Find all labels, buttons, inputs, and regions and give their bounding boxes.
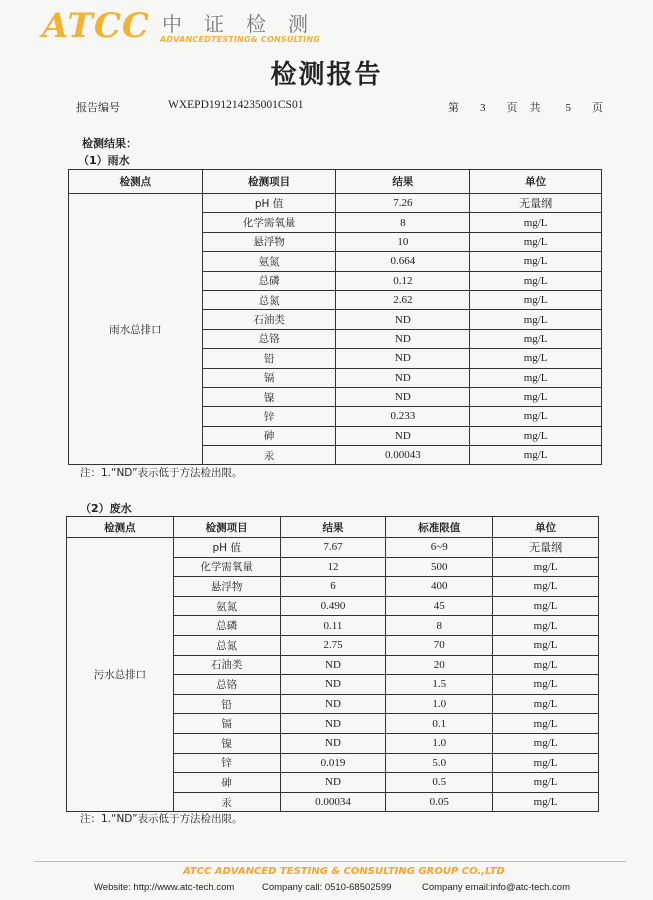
cell-item: 总氮 — [202, 290, 336, 309]
cell-item: 镍 — [202, 387, 336, 406]
footer-divider — [34, 861, 626, 862]
cell-item: 氨氮 — [173, 596, 280, 616]
rainwater-table — [68, 169, 602, 465]
table-row — [69, 194, 602, 213]
logo-atcc: ATCC — [42, 6, 150, 46]
cell-unit: mg/L — [470, 232, 602, 251]
logo-english: ADVANCEDTESTING& CONSULTING — [160, 35, 320, 44]
cell-result: 6 — [280, 577, 386, 597]
cell-unit: mg/L — [470, 349, 602, 368]
cell-result: ND — [280, 733, 386, 753]
header-unit: 单位 — [470, 170, 602, 194]
cell-unit: mg/L — [470, 252, 602, 271]
cell-result: 0.12 — [336, 271, 470, 290]
cell-limit: 0.05 — [386, 792, 493, 812]
cell-unit: mg/L — [493, 655, 599, 675]
cell-unit: mg/L — [493, 557, 599, 577]
header-item: 检测项目 — [202, 170, 336, 194]
cell-unit: mg/L — [493, 714, 599, 734]
cell-item: 砷 — [173, 773, 280, 793]
cell-limit: 0.5 — [386, 773, 493, 793]
cell-item: 镉 — [202, 368, 336, 387]
cell-limit: 1.0 — [386, 694, 493, 714]
header-result: 结果 — [336, 170, 470, 194]
cell-unit: mg/L — [493, 675, 599, 695]
cell-item: 铅 — [202, 349, 336, 368]
wastewater-table — [66, 516, 599, 812]
cell-item: 氨氮 — [202, 252, 336, 271]
cell-item: 石油类 — [202, 310, 336, 329]
footer-phone: Company call: 0510-68502599 — [262, 882, 392, 893]
cell-result: 7.67 — [280, 538, 386, 558]
cell-result: 0.233 — [336, 407, 470, 426]
cell-item: 汞 — [173, 792, 280, 812]
cell-limit: 45 — [386, 596, 493, 616]
cell-item: pH 值 — [173, 538, 280, 558]
cell-item: 化学需氧量 — [173, 557, 280, 577]
cell-result: 2.62 — [336, 290, 470, 309]
cell-item: 石油类 — [173, 655, 280, 675]
cell-result: ND — [336, 368, 470, 387]
cell-unit: mg/L — [470, 446, 602, 465]
results-label: 检测结果： — [82, 137, 137, 150]
cell-result: 0.00034 — [280, 792, 386, 812]
cell-unit: mg/L — [470, 290, 602, 309]
section1-label: （1）雨水 — [78, 154, 130, 167]
cell-result: 0.490 — [280, 596, 386, 616]
page-title: 检测报告 — [270, 60, 383, 90]
cell-unit: mg/L — [493, 577, 599, 597]
header-point: 检测点 — [67, 517, 174, 538]
cell-unit: mg/L — [470, 310, 602, 329]
cell-item: 悬浮物 — [173, 577, 280, 597]
cell-result: 7.26 — [336, 194, 470, 213]
cell-unit: 无量纲 — [470, 194, 602, 213]
cell-result: 10 — [336, 232, 470, 251]
cell-item: 锌 — [173, 753, 280, 773]
footer-website: Website: http://www.atc-tech.com — [94, 882, 235, 893]
company-logo — [42, 6, 342, 46]
cell-unit: mg/L — [470, 387, 602, 406]
sampling-point: 雨水总排口 — [69, 194, 203, 465]
cell-item: 铅 — [173, 694, 280, 714]
cell-item: 镍 — [173, 733, 280, 753]
cell-result: ND — [280, 675, 386, 695]
cell-result: ND — [280, 694, 386, 714]
cell-unit: mg/L — [470, 213, 602, 232]
page-number: 3 — [480, 102, 486, 114]
cell-item: 总磷 — [173, 616, 280, 636]
cell-item: 悬浮物 — [202, 232, 336, 251]
cell-item: 总磷 — [202, 271, 336, 290]
cell-unit: mg/L — [493, 753, 599, 773]
cell-limit: 500 — [386, 557, 493, 577]
cell-result: 12 — [280, 557, 386, 577]
header-unit: 单位 — [493, 517, 599, 538]
cell-item: 化学需氧量 — [202, 213, 336, 232]
cell-item: 锌 — [202, 407, 336, 426]
cell-limit: 70 — [386, 635, 493, 655]
cell-result: ND — [280, 773, 386, 793]
cell-unit: mg/L — [470, 271, 602, 290]
cell-result: ND — [336, 310, 470, 329]
page-word-ye: 页 — [592, 101, 603, 114]
cell-limit: 5.0 — [386, 753, 493, 773]
cell-result: 0.664 — [336, 252, 470, 271]
table-header-row — [69, 170, 602, 194]
cell-result: ND — [336, 349, 470, 368]
cell-item: 总氮 — [173, 635, 280, 655]
cell-limit: 8 — [386, 616, 493, 636]
cell-unit: mg/L — [470, 329, 602, 348]
cell-limit: 1.5 — [386, 675, 493, 695]
cell-unit: mg/L — [493, 616, 599, 636]
cell-unit: mg/L — [493, 596, 599, 616]
cell-unit: mg/L — [470, 407, 602, 426]
cell-item: 砷 — [202, 426, 336, 445]
cell-result: 0.019 — [280, 753, 386, 773]
cell-unit: mg/L — [493, 694, 599, 714]
header-result: 结果 — [280, 517, 386, 538]
cell-item: 汞 — [202, 446, 336, 465]
footer-email: Company email:info@atc-tech.com — [422, 882, 570, 893]
page-total: 5 — [565, 102, 571, 114]
cell-unit: 无量纲 — [493, 538, 599, 558]
page-word-di: 第 — [448, 101, 459, 114]
header-point: 检测点 — [69, 170, 203, 194]
cell-unit: mg/L — [470, 426, 602, 445]
cell-result: 0.11 — [280, 616, 386, 636]
cell-result: ND — [280, 714, 386, 734]
cell-result: ND — [336, 387, 470, 406]
section2-label: （2）废水 — [80, 502, 132, 515]
cell-item: 总铬 — [173, 675, 280, 695]
header-limit: 标准限值 — [386, 517, 493, 538]
cell-item: 总铬 — [202, 329, 336, 348]
cell-limit: 1.0 — [386, 733, 493, 753]
cell-result: ND — [280, 655, 386, 675]
cell-limit: 6~9 — [386, 538, 493, 558]
report-number-label: 报告编号 — [76, 101, 120, 114]
cell-limit: 20 — [386, 655, 493, 675]
cell-result: 8 — [336, 213, 470, 232]
page-word-ye-gong: 页共 — [506, 101, 553, 114]
section2-note: 注：1.“ND”表示低于方法检出限。 — [80, 813, 243, 825]
logo-chinese: 中证检测 — [162, 12, 330, 36]
cell-unit: mg/L — [493, 792, 599, 812]
sampling-point: 污水总排口 — [67, 538, 174, 812]
table-header-row — [67, 517, 599, 538]
footer-brand: ATCC ADVANCED TESTING & CONSULTING GROUP CO.,LTD — [183, 866, 505, 877]
cell-limit: 400 — [386, 577, 493, 597]
section1-note: 注：1.“ND”表示低于方法检出限。 — [80, 467, 243, 479]
cell-unit: mg/L — [493, 733, 599, 753]
cell-item: pH 值 — [202, 194, 336, 213]
header-item: 检测项目 — [173, 517, 280, 538]
cell-result: 0.00043 — [336, 446, 470, 465]
cell-result: 2.75 — [280, 635, 386, 655]
cell-unit: mg/L — [493, 773, 599, 793]
cell-item: 镉 — [173, 714, 280, 734]
cell-unit: mg/L — [470, 368, 602, 387]
table-row — [67, 538, 599, 558]
cell-unit: mg/L — [493, 635, 599, 655]
page-indicator — [448, 99, 603, 115]
cell-limit: 0.1 — [386, 714, 493, 734]
cell-result: ND — [336, 329, 470, 348]
cell-result: ND — [336, 426, 470, 445]
report-number: WXEPD191214235001CS01 — [168, 99, 304, 111]
